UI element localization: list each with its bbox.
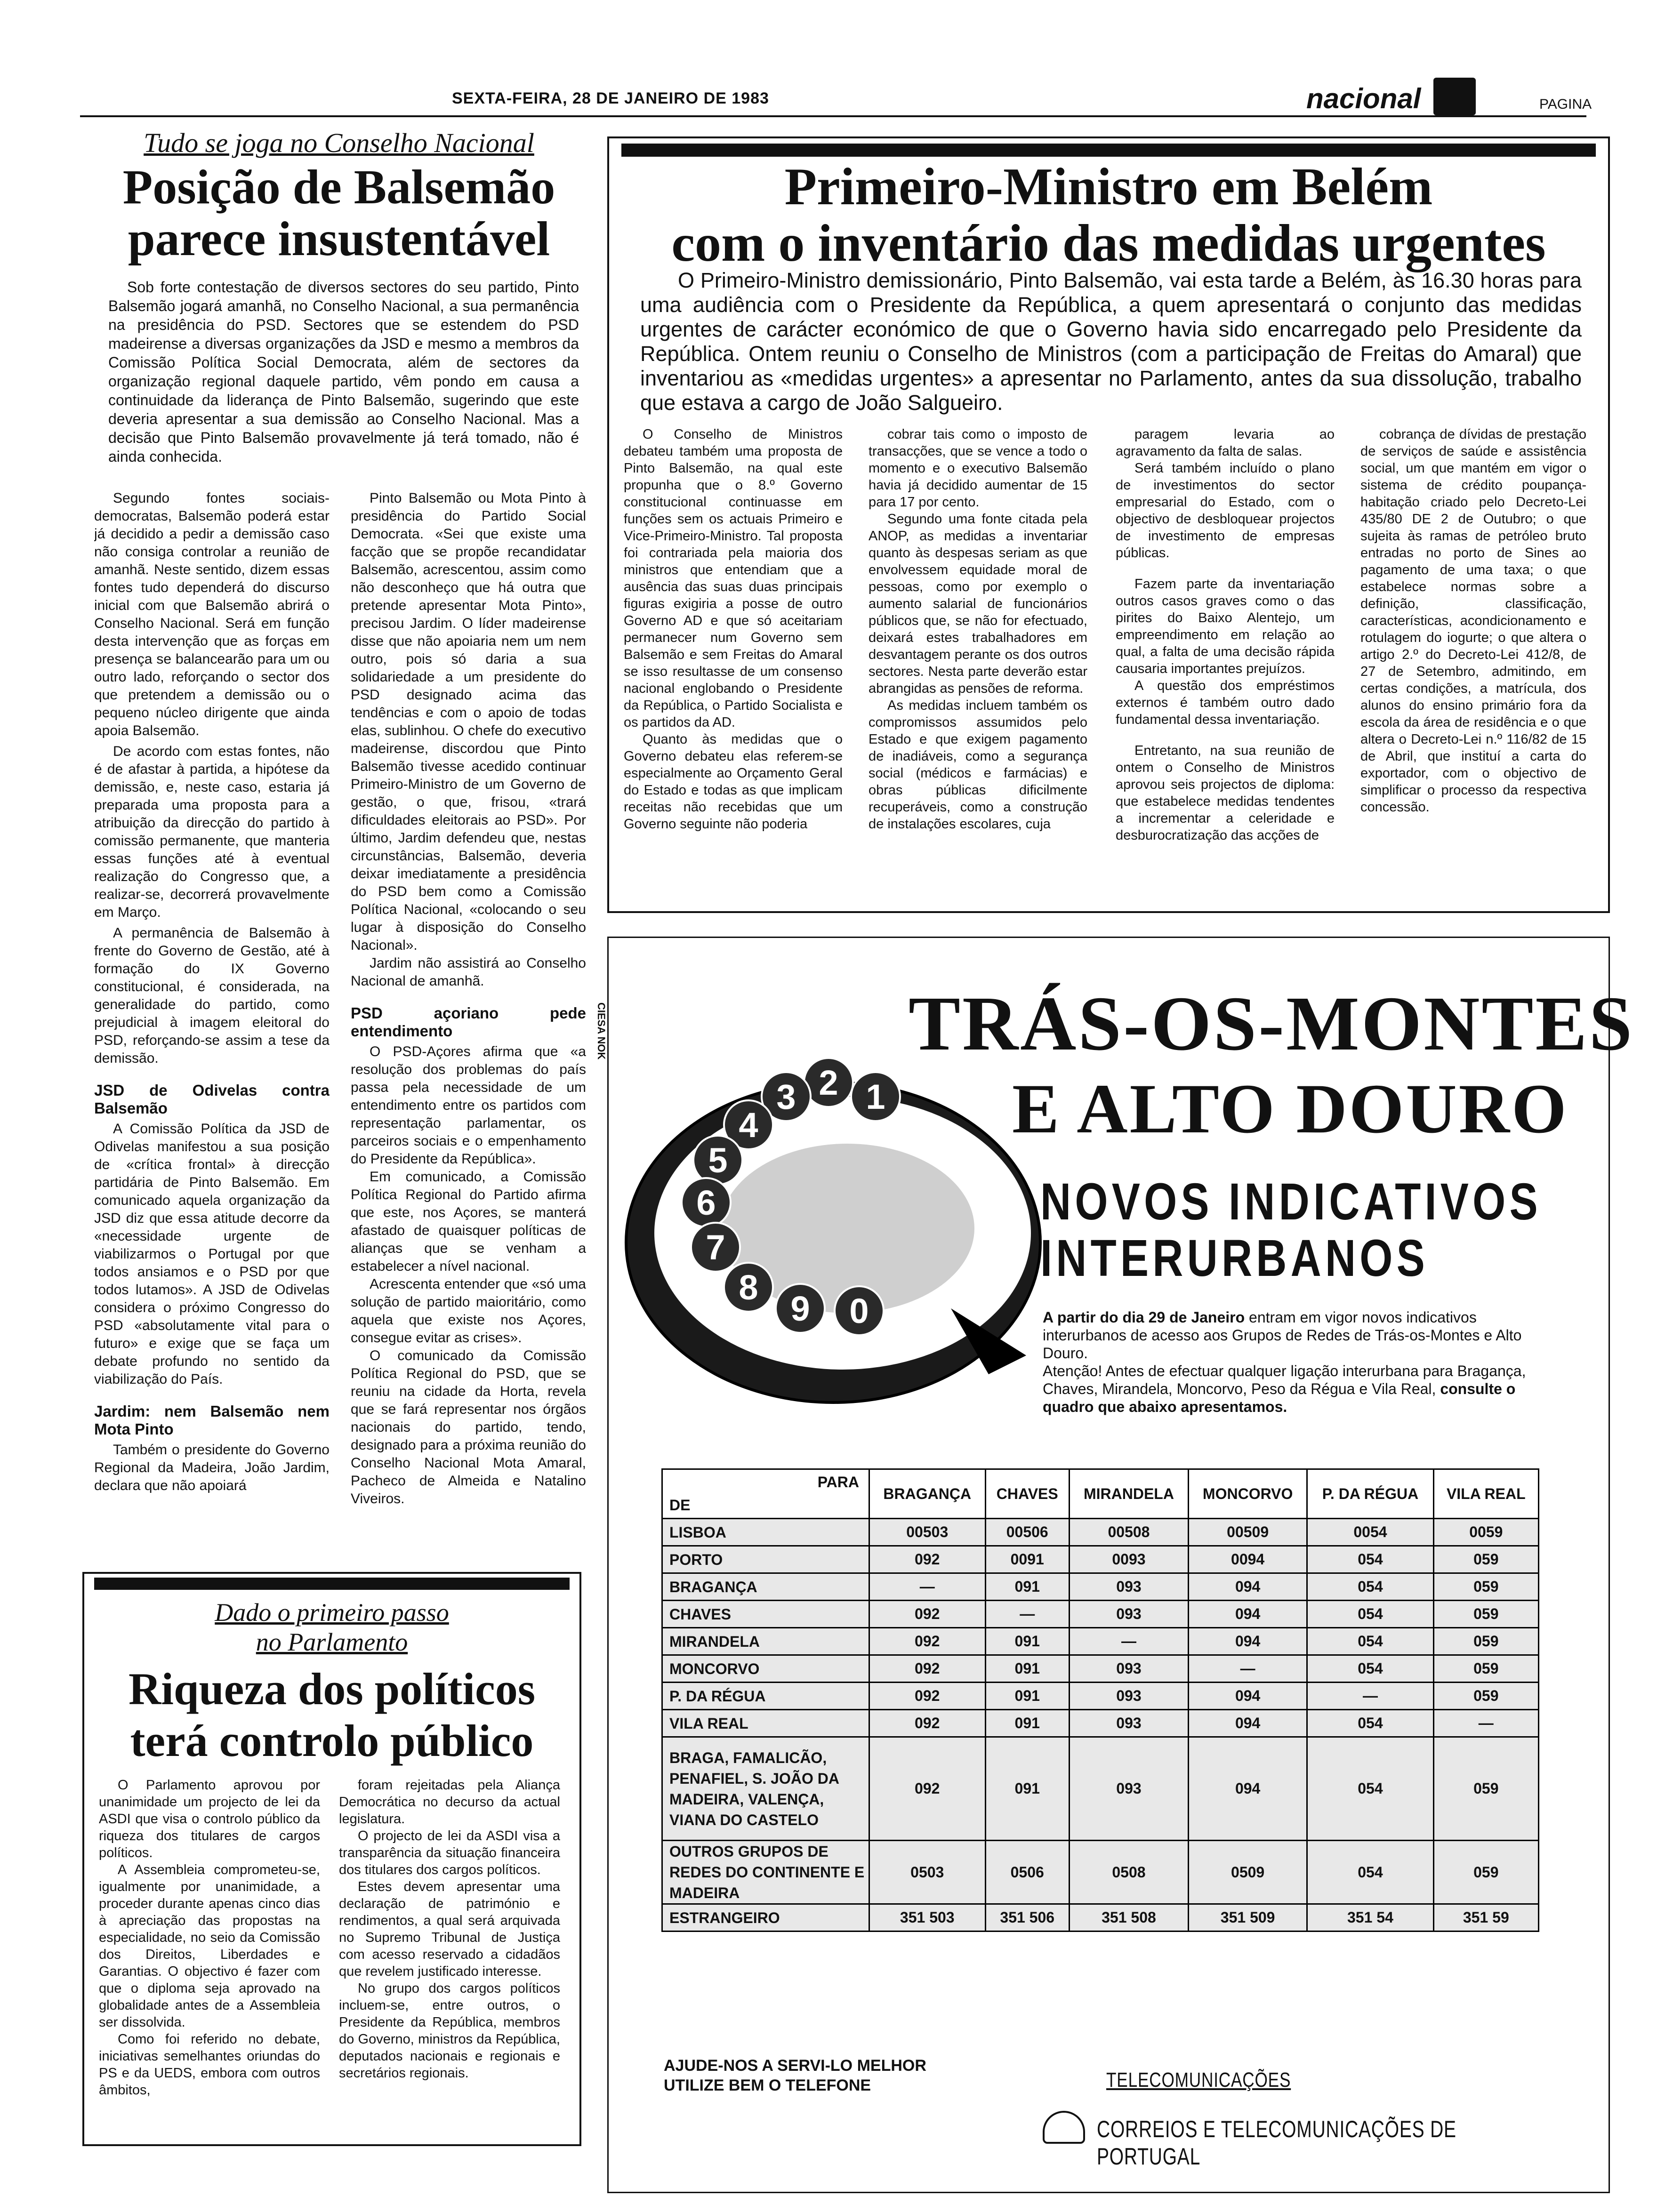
origin-cell: P. DA RÉGUA	[662, 1683, 869, 1710]
col-header: P. DA RÉGUA	[1307, 1469, 1433, 1519]
ad-body-rest: entram em vigor novos indicativos interurbanos de acesso aos Grupos de Redes de Trás-os-Montes e Alto Douro.	[1043, 1309, 1522, 1362]
code-cell: 0506	[985, 1841, 1069, 1904]
pm-col-1: O Conselho de Ministros debateu também uma proposta de Pinto Balsemão, na qual este propunha que o 8.º Governo constitucional continuasse em funções sem os actuais Primeiro e Vice-Primeiro-Ministro. Tal proposta foi contrariada pela maioria dos ministros que entendiam que a ausência das suas duas principais figuras exigiria a posse de outro Governo AD e que só aceitariam permanecer num Governo sem Balsemão e sem Freitas do Amaral se isso resultasse de um consenso nacional englobando o Presidente da República, o Partido Socialista e os partidos da AD. Quanto às medidas que o Governo debateu elas referem-se especialmente ao Orçamento Geral do Estado e todas as que implicam receitas não recebidas que um Governo seguinte não poderia	[624, 427, 843, 832]
pm-headline-1: Primeiro-Ministro em Belém	[784, 158, 1433, 216]
dial-digit: 1	[866, 1077, 885, 1116]
bottom-col-1: O Parlamento aprovou por unanimidade um projecto de lei da ASDI que visa o controlo público da riqueza dos titulares de cargos políticos. A Assembleia comprometeu-se, igualmente por unanimidade, a proceder durante apenas cinco dias à apreciação das propostas na especialidade, no seio da Comissão dos Direitos, Liberdades e Garantias. O objectivo é fazer com que o diploma seja aprovado na globalidade antes de a Assembleia ser dissolvida. Como foi referido no debate, iniciativas semelhantes oriundas do PS e da UEDS, embora com outros âmbitos,	[99, 1778, 320, 2098]
code-cell: 091	[985, 1683, 1069, 1710]
ad-brand: TELECOMUNICAÇÕES	[1106, 2068, 1291, 2092]
table-header-row	[662, 1469, 1539, 1519]
code-cell: 093	[1069, 1710, 1188, 1737]
origin-cell: MIRANDELA	[662, 1628, 869, 1655]
code-cell: 093	[1069, 1655, 1188, 1683]
subhead-jardim: Jardim: nem Balsemão nem Mota Pinto	[94, 1403, 330, 1438]
code-cell: 351 59	[1433, 1904, 1538, 1931]
col-header: BRAGANÇA	[869, 1469, 986, 1519]
ad-body	[1043, 1308, 1542, 1416]
pm-top-bar	[621, 144, 1596, 157]
dial-digit: 2	[819, 1063, 838, 1102]
code-cell: 094	[1188, 1601, 1307, 1628]
dial-digit: 9	[790, 1289, 810, 1328]
origin-cell: BRAGANÇA	[662, 1573, 869, 1601]
dial-digit: 3	[776, 1077, 796, 1116]
ad-subtitle-2: INTERURBANOS	[1040, 1229, 1429, 1287]
code-cell: 054	[1307, 1628, 1433, 1655]
col-header: MIRANDELA	[1069, 1469, 1188, 1519]
table-corner: PARA DE	[662, 1469, 869, 1519]
bottom-col-2: foram rejeitadas pela Aliança Democrática no decurso da actual legislatura. O projecto de lei da ASDI visa a transparência da situação financeira dos titulares dos cargos políticos. Estes devem apresentar uma declaração de património e rendimentos, a qual será arquivada no Supremo Tribunal de Justiça com acesso reservado a cidadãos que revelem justificado interesse. No grupo dos cargos políticos incluem-se, entre outros, o Presidente da República, membros do Governo, ministros da República, deputados nacionais e regionais e secretários regionais.	[339, 1778, 560, 2081]
table-row	[662, 1546, 1539, 1573]
col-header: CHAVES	[985, 1469, 1069, 1519]
subhead-acores: PSD açoriano pede entendimento	[351, 1004, 586, 1040]
left-lead: Sob forte contestação de diversos sectores do seu partido, Pinto Balsemão jogará amanhã, no Conselho Nacional, a sua permanência na presidência do PSD. Sectores que se estendem do PSD madeirense a diversas organizações da JSD e mesmo a membros da Comissão Política Social Democrata, além de sectores da organização regional daquele partido, vêm pondo em causa a continuidade da liderança de Pinto Balsemão, sugerindo que este deveria apresentar a sua demissão ao Conselho Nacional. Mas a decisão que Pinto Balsemão provavelmente já terá tomado, não é ainda conhecida.	[108, 279, 579, 465]
code-cell: 092	[869, 1655, 986, 1683]
code-cell: 091	[985, 1573, 1069, 1601]
table-row	[662, 1655, 1539, 1683]
table-row	[662, 1628, 1539, 1655]
code-cell: —	[869, 1573, 986, 1601]
code-cell: —	[1307, 1683, 1433, 1710]
pm-headline-2: com o inventário das medidas urgentes	[671, 214, 1546, 272]
left-headline-1: Posição de Balsemão	[122, 160, 555, 214]
code-cell: 0509	[1188, 1841, 1307, 1904]
table-row	[662, 1683, 1539, 1710]
origin-cell: ESTRANGEIRO	[662, 1904, 869, 1931]
code-cell: 059	[1433, 1573, 1538, 1601]
dial-digit: 5	[708, 1141, 728, 1180]
code-cell: 054	[1307, 1573, 1433, 1601]
section-logo-icon	[1433, 78, 1476, 115]
code-cell: 059	[1433, 1737, 1538, 1841]
code-cell: 059	[1433, 1601, 1538, 1628]
bottom-headline-1: Riqueza dos políticos	[128, 1664, 536, 1714]
code-cell: 092	[869, 1737, 986, 1841]
header-rule	[80, 115, 1586, 117]
dial-digit: 4	[739, 1106, 758, 1145]
code-cell: 0094	[1188, 1546, 1307, 1573]
code-cell: 0503	[869, 1841, 986, 1904]
origin-cell: MONCORVO	[662, 1655, 869, 1683]
code-cell: 091	[985, 1655, 1069, 1683]
origin-cell: BRAGA, FAMALICÃO, PENAFIEL, S. JOÃO DA MADEIRA, VALENÇA, VIANA DO CASTELO	[662, 1737, 869, 1841]
col-header: VILA REAL	[1433, 1469, 1538, 1519]
code-cell: 054	[1307, 1655, 1433, 1683]
table-row	[662, 1841, 1539, 1904]
origin-cell: LISBOA	[662, 1519, 869, 1546]
code-cell: 0091	[985, 1546, 1069, 1573]
ad-title-1: TRÁS-OS-MONTES	[909, 980, 1634, 1066]
pm-lead: O Primeiro-Ministro demissionário, Pinto Balsemão, vai esta tarde a Belém, às 16.30 horas para uma audiência com o Presidente da República, a quem apresentará o conjunto das medidas urgentes de carácter económico de que o Governo havia sido encarregado pelo Presidente da República. Ontem reuniu o Conselho de Ministros (com a participação de Freitas do Amaral) que inventariou as «medidas urgentes» a apresentar no Parlamento, antes da sua dissolução, trabalho que estava a cargo de João Salgueiro.	[640, 268, 1582, 415]
code-cell: 00506	[985, 1519, 1069, 1546]
code-cell: 093	[1069, 1601, 1188, 1628]
code-cell: 00503	[869, 1519, 986, 1546]
left-kicker: Tudo se joga no Conselho Nacional	[144, 128, 534, 158]
code-cell: 091	[985, 1710, 1069, 1737]
code-cell: 00509	[1188, 1519, 1307, 1546]
pm-col-4: cobrança de dívidas de prestação de serviços de saúde e assistência social, um que mantém em vigor o sistema de crédito poupança-habitação criado pelo Decreto-Lei 435/80 DE 2 de Outubro; o que sujeita às ramas de petróleo bruto entradas no porto de Sines ao pagamento de uma taxa; o que estabelece normas sobre a definição, classificação, características, acondicionamento e rotulagem do iogurte; o que altera o artigo 2.º do Decreto-Lei 412/8, de 27 de Setembro, admitindo, em certas condições, a matrícula, dos alunos do ensino primário fora da escola da área de residência e o que altera o Decreto-Lei n.º 116/82 de 15 de Abril, que instituí a carta do exportador, com o objectivo de simplificar o processo da respectiva concessão.	[1360, 427, 1586, 815]
subhead-jsd: JSD de Odivelas contra Balsemão	[94, 1082, 330, 1117]
dial-digit: 0	[849, 1291, 869, 1330]
code-cell: 092	[869, 1628, 986, 1655]
code-cell: 093	[1069, 1573, 1188, 1601]
ad-warning-bold: consulte o quadro que abaixo apresentamos.	[1043, 1380, 1516, 1415]
code-cell: —	[1433, 1710, 1538, 1737]
table-row	[662, 1710, 1539, 1737]
code-cell: 094	[1188, 1573, 1307, 1601]
ad-credit: CIESA NOK	[595, 1002, 607, 1060]
dial-digit: 7	[706, 1228, 725, 1267]
code-cell: 059	[1433, 1628, 1538, 1655]
dial-digit: 6	[696, 1183, 716, 1222]
code-cell: 00508	[1069, 1519, 1188, 1546]
code-cell: —	[1188, 1655, 1307, 1683]
code-cell: 0508	[1069, 1841, 1188, 1904]
table-row	[662, 1519, 1539, 1546]
code-cell: 351 54	[1307, 1904, 1433, 1931]
code-cell: 351 508	[1069, 1904, 1188, 1931]
code-cell: —	[985, 1601, 1069, 1628]
code-cell: 093	[1069, 1737, 1188, 1841]
code-cell: 094	[1188, 1628, 1307, 1655]
bottom-kicker-1: Dado o primeiro passo	[215, 1598, 449, 1627]
code-cell: 092	[869, 1546, 986, 1573]
table-row	[662, 1904, 1539, 1931]
code-cell: 059	[1433, 1546, 1538, 1573]
origin-cell: CHAVES	[662, 1601, 869, 1628]
code-cell: 093	[1069, 1683, 1188, 1710]
ad-slogan-1: AJUDE-NOS A SERVI-LO MELHOR	[664, 2057, 926, 2075]
code-cell: 054	[1307, 1546, 1433, 1573]
code-cell: 0054	[1307, 1519, 1433, 1546]
code-cell: 059	[1433, 1655, 1538, 1683]
code-cell: 0093	[1069, 1546, 1188, 1573]
bottom-kicker-2: no Parlamento	[256, 1628, 408, 1656]
code-cell: 092	[869, 1710, 986, 1737]
code-cell: 351 506	[985, 1904, 1069, 1931]
code-cell: 054	[1307, 1601, 1433, 1628]
code-cell: 091	[985, 1737, 1069, 1841]
code-cell: 351 509	[1188, 1904, 1307, 1931]
code-cell: 059	[1433, 1841, 1538, 1904]
left-headline-2: parece insustentável	[128, 212, 550, 266]
code-cell: 054	[1307, 1710, 1433, 1737]
section-label: nacional	[1306, 83, 1421, 114]
code-cell: 094	[1188, 1710, 1307, 1737]
code-cell: —	[1069, 1628, 1188, 1655]
code-cell: 094	[1188, 1683, 1307, 1710]
ad-warning: Atenção! Antes de efectuar qualquer ligação interurbana para Bragança, Chaves, Mirandela, Moncorvo, Peso da Régua e Vila Real,	[1043, 1362, 1526, 1397]
ad-title-2: E ALTO DOURO	[1012, 1070, 1569, 1148]
left-col-2: Pinto Balsemão ou Mota Pinto à presidência do Partido Social Democrata. «Sei que existe uma facção que se propõe recandidatar Balsemão, acrescentou, assim como não desconheço que há outra que pretende apresentar Mota Pinto», precisou Jardim. O líder madeirense disse que não apoiaria nem um nem outro, pois só daria a sua solidariedade a um presidente do PSD designado acima das tendências e com o apoio de todas elas, sublinhou. O chefe do executivo madeirense, discordou que Pinto Balsemão tivesse acedido continuar Primeiro-Ministro de um Governo de gestão, o que, frisou, «trará dificuldades eleitorais ao PSD». Por último, Jardim defendeu que, nestas circunstâncias, Balsemão, deveria deixar imediatamente a presidência do PSD bem como a Comissão Política Nacional, «colocando o seu lugar à disposição do Conselho Nacional». Jardim não assistirá ao Conselho Nacional de amanhã. PSD açoriano pede entendimento O PSD-Açores afirma que «a resolução dos problemas do país passa pela necessidade de um entendimento entre os partidos com representação parlamentar, os parceiros sociais e o empenhamento do Presidente da República». Em comunicado, a Comissão Política Regional do Partido afirma que este, nos Açores, se manterá afastado de quaisquer políticas de alianças que se venham a estabelecer a nível nacional. Acrescenta entender que «só uma solução de partido maioritário, como aquela que existe nos Açores, consegue evitar as crises». O comunicado da Comissão Política Regional do PSD, que se reuniu na cidade da Horta, revela que se fará representar nos órgãos nacionais do partido, tendo, designado para a próxima reunião do Conselho Nacional Mota Amaral, Pacheco de Almeida e Natalino Viveiros.	[351, 490, 586, 1507]
bottom-top-bar	[94, 1578, 570, 1590]
ad-body-bold: A partir do dia 29 de Janeiro	[1043, 1309, 1245, 1326]
col-header: MONCORVO	[1188, 1469, 1307, 1519]
pm-col-2: cobrar tais como o imposto de transacções, que se vence a todo o momento e o executivo Balsemão havia já decidido aumentar de 15 para 17 por cento. Segundo uma fonte citada pela ANOP, as medidas a inventariar quanto às despesas seriam as que envolvessem equidade moral de pessoas, como por exemplo o aumento salarial de funcionários públicos que, se não for efectuado, deixará estes trabalhadores em desvantagem perante os dos outros sectores. Nesta parte deverão estar abrangidas as pensões de reforma. As medidas incluem também os compromissos assumidos pelo Estado e que exigem pagamento de inadiáveis, como a segurança social (médicos e farmácias) e obras públicas dificilmente recuperáveis, como a construção de instalações escolares, cuja	[869, 427, 1087, 832]
ad-company: CORREIOS E TELECOMUNICAÇÕES DE PORTUGAL	[1097, 2116, 1456, 2170]
bottom-headline-2: terá controlo público	[130, 1715, 534, 1766]
code-cell: 059	[1433, 1683, 1538, 1710]
ad-subtitle-1: NOVOS INDICATIVOS	[1040, 1173, 1542, 1231]
origin-cell: OUTROS GRUPOS DE REDES DO CONTINENTE E MADEIRA	[662, 1841, 869, 1904]
code-cell: 054	[1307, 1737, 1433, 1841]
origin-cell: PORTO	[662, 1546, 869, 1573]
code-cell: 054	[1307, 1841, 1433, 1904]
ad-slogan-2: UTILIZE BEM O TELEFONE	[664, 2076, 871, 2094]
code-cell: 0059	[1433, 1519, 1538, 1546]
table-row	[662, 1573, 1539, 1601]
page-label: PAGINA	[1539, 96, 1592, 112]
dial-digit: 8	[739, 1268, 758, 1307]
origin-cell: VILA REAL	[662, 1710, 869, 1737]
code-cell: 092	[869, 1601, 986, 1628]
rotary-dial-icon	[612, 1045, 1050, 1421]
area-codes-table	[661, 1468, 1539, 1932]
left-col-1: Segundo fontes sociais-democratas, Balsemão poderá estar já decidido a pedir a demissão caso não consiga controlar a reunião de amanhã. Neste sentido, dizem essas fontes tudo dependerá do discurso inicial com que Balsemão abrirá o Conselho Nacional. Será em função desta intervenção que as forças em presença se balancearão para um ou outro lado, reforçando o sector dos que pretendem a demissão ou o pequeno núcleo dirigente que ainda apoia Balsemão. De acordo com estas fontes, não é de afastar à partida, a hipótese da demissão, e, neste caso, estaria já preparada uma proposta para a atribuição da direcção do partido à comissão permanente, que manteria essas funções até à eventual realização do Congresso que, a realizar-se, decorrerá provavelmente em Março. A permanência de Balsemão à frente do Governo de Gestão, até à formação do IX Governo constitucional, é considerada, na generalidade do partido, como prejudicial à imagem eleitoral do PSD, reforçando-se assim a tese da demissão. JSD de Odivelas contra Balsemão A Comissão Política da JSD de Odivelas manifestou a sua posição de «crítica frontal» à direcção partidária de Pinto Balsemão. Em comunicado aquela organização da JSD diz que essa atitude decorre da «necessidade urgente de viabilizarmos o Portugal por que todos ansiamos e o PSD por que todos lutamos». A JSD de Odivelas considera o próximo Congresso do PSD «absolutamente vital para o futuro» e exige que se faça um debate profundo no sentido da viabilização do País. Jardim: nem Balsemão nem Mota Pinto Também o presidente do Governo Regional da Madeira, João Jardim, declara que não apoiará	[94, 490, 330, 1493]
code-cell: 094	[1188, 1737, 1307, 1841]
header-date: SEXTA-FEIRA, 28 DE JANEIRO DE 1983	[452, 89, 769, 107]
table-row	[662, 1737, 1539, 1841]
code-cell: 091	[985, 1628, 1069, 1655]
code-cell: 092	[869, 1683, 986, 1710]
table-row	[662, 1601, 1539, 1628]
pm-col-3: paragem levaria ao agravamento da falta de salas. Será também incluído o plano de investimentos do sector empresarial do Estado, com o objectivo de desbloquear projectos de investimento de empresas públicas. Fazem parte da inventariação outros casos graves como o das pirites do Baixo Alentejo, um empreendimento em relação ao qual, a falta de uma decisão rápida causaria importantes prejuízos. A questão dos empréstimos externos é também outro dado fundamental dessa inventariação. Entretanto, na sua reunião de ontem o Conselho de Ministros aprovou seis projectos de diploma: que estabelece medidas tendentes a incrementar a celeridade e desburocratização das acções de	[1116, 427, 1335, 843]
code-cell: 351 503	[869, 1904, 986, 1931]
